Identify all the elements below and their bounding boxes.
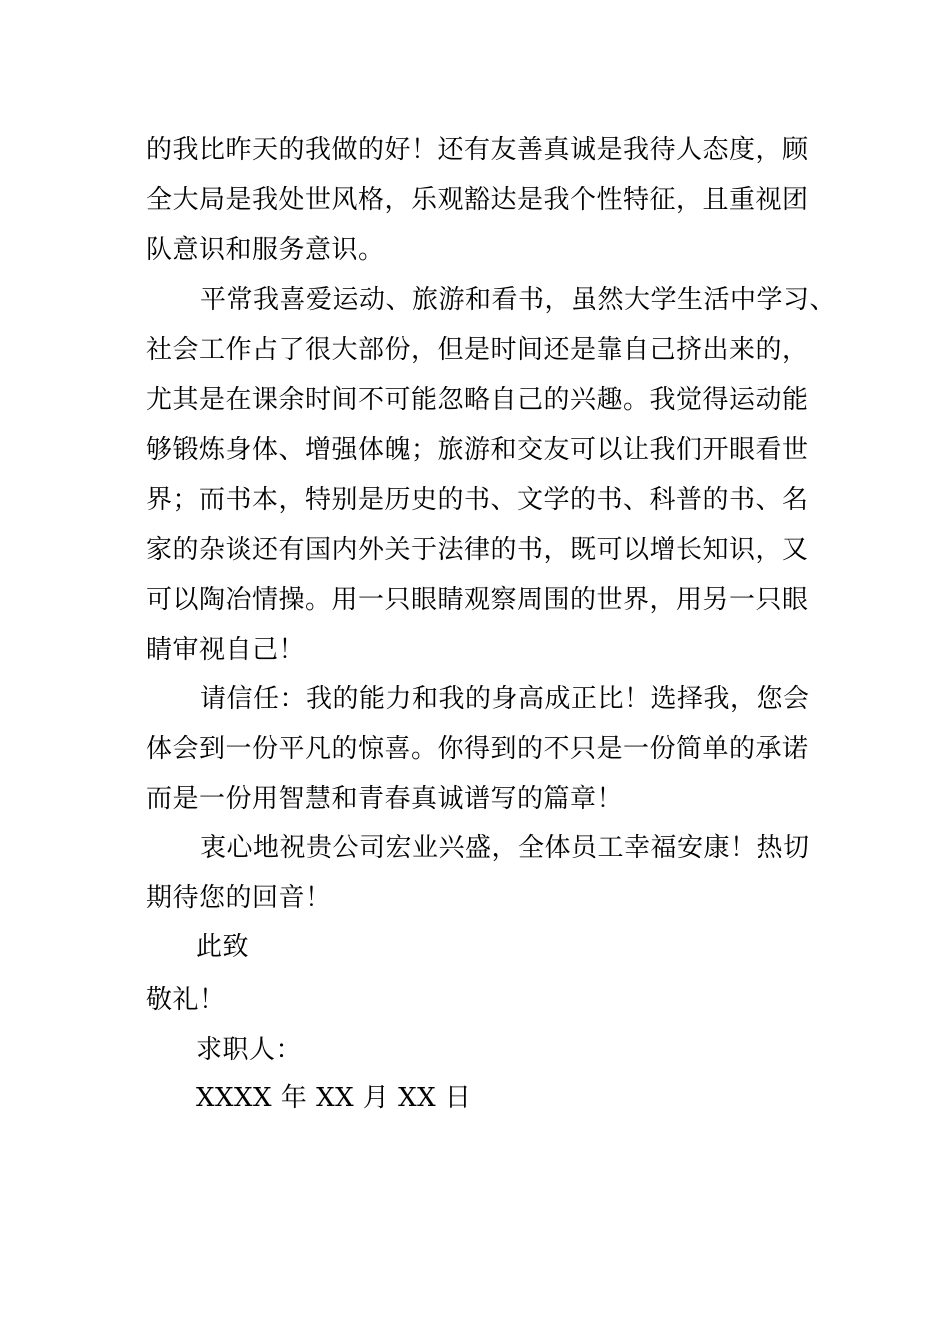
paragraph-2-line-4: 够锻炼身体、增强体魄；旅游和交友可以让我们开眼看世 [146, 435, 809, 465]
paragraph-2-line-1: 平常我喜爱运动、旅游和看书，虽然大学生活中学习、 [200, 285, 837, 315]
paragraph-3-line-2: 体会到一份平凡的惊喜。你得到的不只是一份简单的承诺 [146, 734, 809, 764]
paragraph-2-line-3: 尤其是在课余时间不可能忽略自己的兴趣。我觉得运动能 [146, 385, 809, 415]
paragraph-1-line-1: 的我比昨天的我做的好！还有友善真诚是我待人态度，顾 [146, 135, 809, 165]
paragraph-2-line-2: 社会工作占了很大部份，但是时间还是靠自己挤出来的， [146, 335, 809, 365]
paragraph-4-line-2: 期待您的回音！ [146, 883, 332, 913]
paragraph-1-line-3: 队意识和服务意识。 [146, 235, 385, 265]
signature-label: 求职人： [196, 1035, 303, 1065]
paragraph-2-line-8: 睛审视自己！ [146, 635, 306, 665]
paragraph-2-line-7: 可以陶冶情操。用一只眼睛观察周围的世界，用另一只眼 [146, 585, 809, 615]
paragraph-3-line-3: 而是一份用智慧和青春真诚谱写的篇章！ [146, 784, 624, 814]
date-text: XXXX 年 XX 月 XX 日 [196, 1083, 472, 1113]
closing-text: 此致 [196, 932, 250, 962]
paragraph-3-line-1: 请信任：我的能力和我的身高成正比！选择我，您会 [200, 684, 810, 714]
paragraph-4-line-1: 衷心地祝贵公司宏业兴盛，全体员工幸福安康！热切 [200, 833, 810, 863]
paragraph-2-line-6: 家的杂谈还有国内外关于法律的书，既可以增长知识，又 [146, 535, 809, 565]
paragraph-2-line-5: 界；而书本，特别是历史的书、文学的书、科普的书、名 [146, 485, 809, 515]
salutation-text: 敬礼！ [146, 985, 226, 1015]
paragraph-1-line-2: 全大局是我处世风格，乐观豁达是我个性特征，且重视团 [146, 185, 809, 215]
